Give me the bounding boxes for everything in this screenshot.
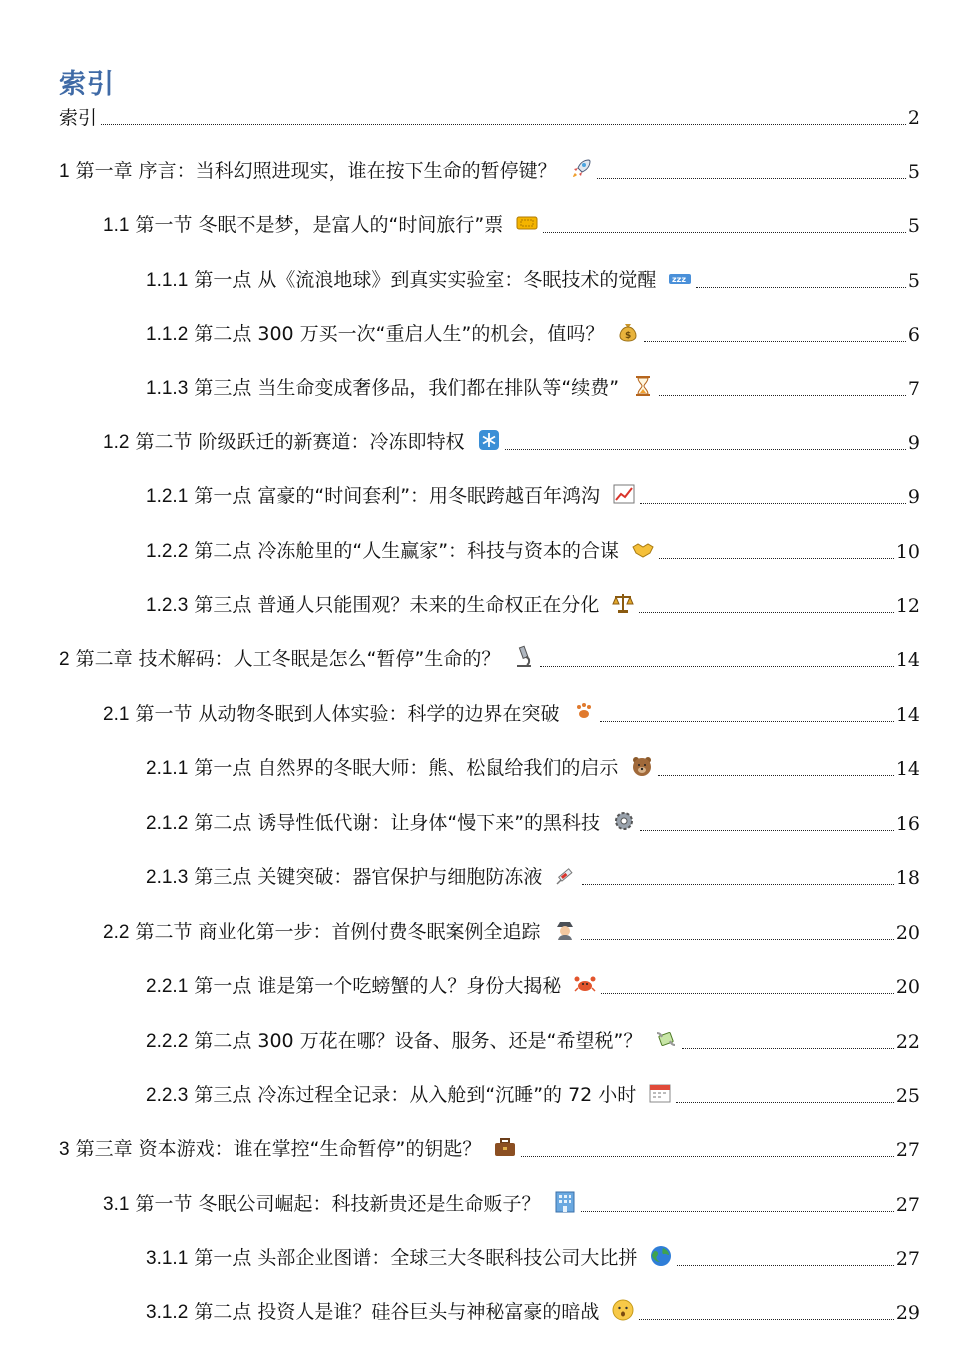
toc-entry-title xyxy=(146,1244,673,1271)
rocket-icon xyxy=(569,157,593,181)
toc-entry-title xyxy=(146,754,654,781)
toc-entry-title xyxy=(146,320,640,347)
toc-entry[interactable] xyxy=(146,806,920,836)
toc-entry-number: 2.1.2 xyxy=(146,813,189,834)
paw-icon xyxy=(572,700,596,724)
toc-entry-title xyxy=(146,591,635,618)
leader-dots xyxy=(639,1319,893,1320)
toc-entry-text: 第一节 从动物冬眠到人体实验：科学的边界在突破 xyxy=(135,703,560,725)
toc-entry-number: 1.2.1 xyxy=(146,486,189,507)
toc-entry-text: 第一章 序言：当科幻照进现实，谁在按下生命的暂停键？ xyxy=(75,160,557,182)
toc-entry-number: 1.2 xyxy=(103,432,130,453)
scales-icon xyxy=(611,591,635,615)
toc-entry-page: 27 xyxy=(895,1194,920,1216)
toc-entry-number: 1 xyxy=(59,161,70,182)
toc-entry-number: 1.1.3 xyxy=(146,378,189,399)
toc-entry-page: 12 xyxy=(895,595,920,617)
leader-dots xyxy=(658,775,893,776)
toc-entry-page: 14 xyxy=(895,649,920,671)
leader-dots xyxy=(601,993,893,994)
toc-entry-text: 第二章 技术解码：人工冬眠是怎么“暂停”生命的？ xyxy=(75,648,501,670)
toc-entry-page: 5 xyxy=(907,270,920,292)
hushed-face-icon xyxy=(611,1298,635,1322)
leader-dots xyxy=(101,124,906,125)
handshake-icon xyxy=(631,537,655,561)
toc-entry-title xyxy=(59,106,97,130)
toc-entry[interactable] xyxy=(59,100,920,130)
toc-entry-text: 第三章 资本游戏：谁在掌控“生命暂停”的钥匙？ xyxy=(75,1138,482,1160)
toc-entry-text: 第一节 冬眠不是梦，是富人的“时间旅行”票 xyxy=(135,214,504,236)
toc-entry-title xyxy=(103,918,577,945)
toc-entry-page: 18 xyxy=(895,867,920,889)
toc-entry-page: 27 xyxy=(895,1248,920,1270)
toc-entry[interactable] xyxy=(59,1132,920,1162)
toc-entry-title xyxy=(146,482,636,509)
toc-entry-title xyxy=(103,700,596,727)
toc-entry-number: 2.1.1 xyxy=(146,758,189,779)
toc-entry-text: 第一点 谁是第一个吃螃蟹的人？身份大揭秘 xyxy=(194,975,562,997)
toc-entry-number: 2.1.3 xyxy=(146,867,189,888)
leader-dots xyxy=(696,287,906,288)
office-building-icon xyxy=(553,1190,577,1214)
toc-entry[interactable] xyxy=(146,588,920,618)
toc-entry-text: 第二节 阶级跃迁的新赛道：冷冻即特权 xyxy=(135,431,465,453)
money-bag-icon xyxy=(616,320,640,344)
toc-entry-text: 第二点 300 万买一次“重启人生”的机会，值吗？ xyxy=(194,323,605,345)
toc-entry-page: 20 xyxy=(895,922,920,944)
toc-entry-number: 1.1.2 xyxy=(146,324,189,345)
toc-entry-text: 索引 xyxy=(59,107,98,129)
toc-entry[interactable] xyxy=(146,1024,920,1054)
toc-entry[interactable] xyxy=(146,1241,920,1271)
leader-dots xyxy=(581,1211,894,1212)
toc-entry-title xyxy=(59,645,536,672)
toc-entry[interactable] xyxy=(103,425,920,455)
toc-entry-number: 2.2.1 xyxy=(146,976,189,997)
toc-entry[interactable] xyxy=(103,208,920,238)
toc-entry-title xyxy=(146,266,692,293)
toc-entry-number: 3.1.1 xyxy=(146,1248,189,1269)
toc-entry-page: 5 xyxy=(907,215,920,237)
toc-entry[interactable] xyxy=(146,1078,920,1108)
toc-entry-number: 3.1 xyxy=(103,1194,130,1215)
leader-dots xyxy=(540,666,893,667)
toc-entry-page: 2 xyxy=(907,107,920,129)
money-wings-icon xyxy=(654,1027,678,1051)
toc-entry-page: 25 xyxy=(895,1085,920,1107)
toc-entry[interactable] xyxy=(146,263,920,293)
toc-entry-title xyxy=(103,428,501,455)
toc-entry-page: 7 xyxy=(907,378,920,400)
toc-entry-text: 第二点 投资人是谁？硅谷巨头与神秘富豪的暗战 xyxy=(194,1301,600,1323)
leader-dots xyxy=(676,1102,894,1103)
toc-entry-title xyxy=(103,211,539,238)
toc-entry-title xyxy=(146,972,597,999)
leader-dots xyxy=(505,449,906,450)
leader-dots xyxy=(582,884,893,885)
snowflake-icon xyxy=(477,428,501,452)
leader-dots xyxy=(682,1048,893,1049)
toc-entry-page: 14 xyxy=(895,758,920,780)
toc-entry[interactable] xyxy=(146,479,920,509)
toc-entry-page: 22 xyxy=(895,1031,920,1053)
toc-entry-text: 第三点 当生命变成奢侈品，我们都在排队等“续费” xyxy=(194,377,620,399)
leader-dots xyxy=(543,232,906,233)
toc-entry-number: 2.1 xyxy=(103,704,130,725)
toc-entry[interactable] xyxy=(146,969,920,999)
toc-entry-number: 2.2.3 xyxy=(146,1085,189,1106)
bear-icon xyxy=(630,754,654,778)
toc-entry[interactable] xyxy=(103,915,920,945)
toc-entry-text: 第一点 富豪的“时间套利”：用冬眠跨越百年鸿沟 xyxy=(194,485,601,507)
toc-entry-text: 第三点 关键突破：器官保护与细胞防冻液 xyxy=(194,866,543,888)
toc-entry-text: 第二点 冷冻舱里的“人生赢家”：科技与资本的合谋 xyxy=(194,540,620,562)
toc-entry-text: 第一点 自然界的冬眠大师：熊、松鼠给我们的启示 xyxy=(194,757,619,779)
toc-entry-text: 第二节 商业化第一步：首例付费冬眠案例全追踪 xyxy=(135,921,541,943)
toc-entry-text: 第一节 冬眠公司崛起：科技新贵还是生命贩子？ xyxy=(135,1193,541,1215)
briefcase-icon xyxy=(493,1135,517,1159)
toc-entry-number: 1.2.3 xyxy=(146,595,189,616)
toc-entry-number: 3 xyxy=(59,1139,70,1160)
toc-entry-number: 1.1.1 xyxy=(146,270,189,291)
toc-entry[interactable] xyxy=(146,317,920,347)
toc-entry-title xyxy=(146,809,636,836)
leader-dots xyxy=(600,721,894,722)
toc-entry-page: 9 xyxy=(907,486,920,508)
toc-entry-page: 20 xyxy=(895,976,920,998)
toc-entry-text: 第二点 300 万花在哪？设备、服务、还是“希望税”？ xyxy=(194,1030,643,1052)
globe-icon xyxy=(649,1244,673,1268)
toc-entry[interactable] xyxy=(103,697,920,727)
toc-entry-text: 第三点 冷冻过程全记录：从入舱到“沉睡”的 72 小时 xyxy=(194,1084,637,1106)
leader-dots xyxy=(640,503,906,504)
leader-dots xyxy=(597,178,906,179)
toc-entry-title xyxy=(103,1190,577,1217)
toc-entry-number: 2.2.2 xyxy=(146,1031,189,1052)
svg-text:$: $ xyxy=(625,331,632,341)
toc-entry-title xyxy=(59,1135,517,1162)
toc-entry-number: 3.1.2 xyxy=(146,1302,189,1323)
leader-dots xyxy=(639,612,893,613)
leader-dots xyxy=(659,558,894,559)
toc-entry-title xyxy=(59,157,593,184)
toc-entry[interactable] xyxy=(146,860,920,890)
toc-entry-title xyxy=(146,1298,635,1325)
toc-entry-title xyxy=(146,537,655,564)
leader-dots xyxy=(659,395,906,396)
toc-entry-title xyxy=(146,863,578,890)
leader-dots xyxy=(677,1265,893,1266)
toc-entry-page: 14 xyxy=(895,704,920,726)
leader-dots xyxy=(581,939,894,940)
toc-entry-text: 第一点 从《流浪地球》到真实实验室：冬眠技术的觉醒 xyxy=(194,269,657,291)
svg-text:zzz: zzz xyxy=(672,275,687,284)
toc-entry-page: 5 xyxy=(907,161,920,183)
toc-entry-title xyxy=(146,374,655,401)
toc-entry-number: 2.2 xyxy=(103,922,130,943)
toc-entry[interactable] xyxy=(146,371,920,401)
microscope-icon xyxy=(512,645,536,669)
hourglass-icon xyxy=(631,374,655,398)
leader-dots xyxy=(640,830,894,831)
page-title: 索引 xyxy=(59,69,115,100)
leader-dots xyxy=(521,1156,893,1157)
sleep-zzz-icon xyxy=(668,266,692,290)
toc-entry[interactable] xyxy=(146,534,920,564)
syringe-icon xyxy=(554,863,578,887)
toc-entry-text: 第一点 头部企业图谱：全球三大冬眠科技公司大比拼 xyxy=(194,1247,638,1269)
toc-entry[interactable] xyxy=(103,1187,920,1217)
toc-entry-page: 9 xyxy=(907,432,920,454)
crab-icon xyxy=(573,972,597,996)
toc-entry-page: 10 xyxy=(895,541,920,563)
toc-entry-title xyxy=(146,1081,672,1108)
toc-entry-page: 16 xyxy=(895,813,920,835)
ticket-icon xyxy=(515,211,539,235)
toc-entry-number: 2 xyxy=(59,649,70,670)
toc-entry[interactable] xyxy=(59,154,920,184)
toc-entry[interactable] xyxy=(146,751,920,781)
toc-entry-page: 29 xyxy=(895,1302,920,1324)
toc-entry-number: 1.1 xyxy=(103,215,130,236)
toc-entry[interactable] xyxy=(59,642,920,672)
calendar-icon xyxy=(648,1081,672,1105)
toc-entry-number: 1.2.2 xyxy=(146,541,189,562)
detective-icon xyxy=(553,918,577,942)
toc-entry-text: 第三点 普通人只能围观？未来的生命权正在分化 xyxy=(194,594,600,616)
toc-entry[interactable] xyxy=(146,1295,920,1325)
toc-entry-text: 第二点 诱导性低代谢：让身体“慢下来”的黑科技 xyxy=(194,812,601,834)
leader-dots xyxy=(644,341,906,342)
gear-icon xyxy=(612,809,636,833)
toc-entry-page: 27 xyxy=(895,1139,920,1161)
chart-up-icon xyxy=(612,482,636,506)
toc-entry-title xyxy=(146,1027,678,1054)
toc-entry-page: 6 xyxy=(907,324,920,346)
